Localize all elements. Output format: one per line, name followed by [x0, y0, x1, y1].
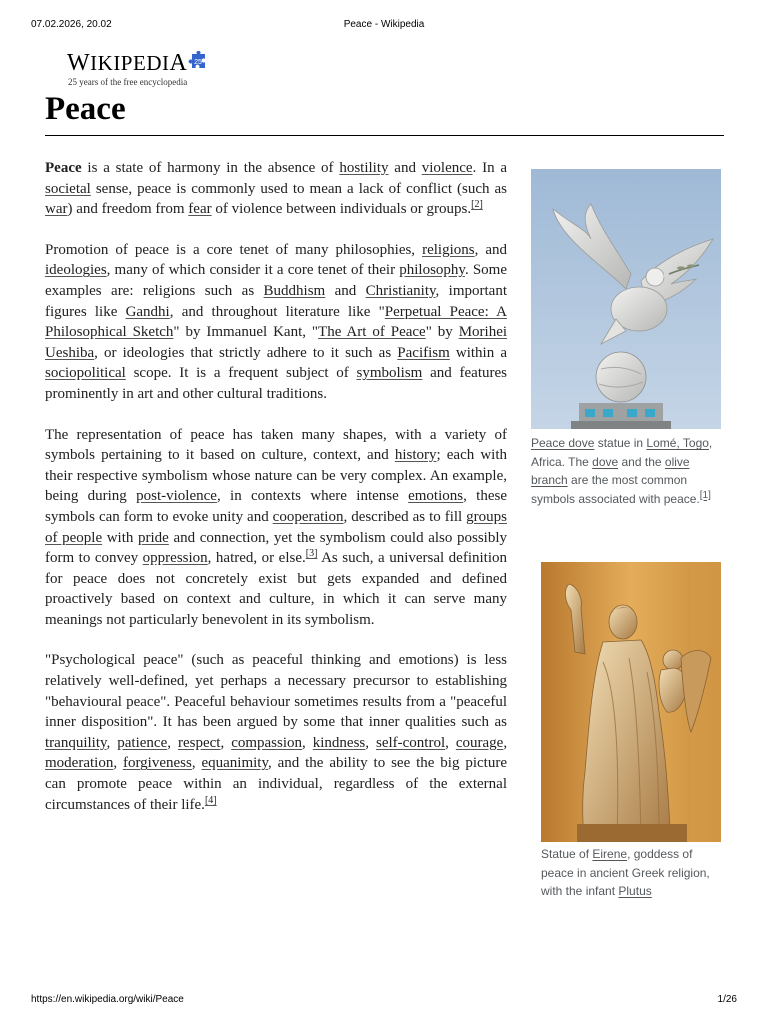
- caption-link-eirene[interactable]: Eirene: [592, 847, 628, 861]
- reference-4[interactable]: [4]: [204, 794, 217, 806]
- peace-dove-illustration: [531, 169, 721, 429]
- link-societal[interactable]: societal: [45, 180, 91, 197]
- link-oppression[interactable]: oppression: [142, 550, 208, 567]
- link-the-art-of-peace[interactable]: The Art of Peace: [318, 324, 426, 341]
- link-morihei-ueshiba[interactable]: Morihei Ueshiba: [45, 324, 508, 361]
- link-ideologies[interactable]: ideologies: [45, 262, 107, 279]
- paragraph-4: "Psychological peace" (such as peaceful thinking and emotions) is less relatively well-defined, yet perhaps a necessary precursor to establishing "behavioural peace". Peaceful behaviour sometimes results from a "peaceful inner disposition". It has been argued by some that inner qualities such as tranquility, patience, respect, compassion, kindness, self-control, courage, moderation, forgiveness, equanimity, and the ability to see the big picture can promote peace within an individual, regardless of the external circumstances of their life.[4]: [45, 652, 508, 813]
- link-philosophy[interactable]: philosophy: [399, 262, 465, 279]
- link-religions[interactable]: religions: [422, 241, 475, 258]
- link-forgiveness[interactable]: forgiveness: [122, 755, 192, 772]
- caption-peace-dove: Peace dove statue in Lomé, Togo, Africa. The dove and the olive branch are the most common symbols associated with peace.[1]: [531, 436, 713, 506]
- peace-dove-image[interactable]: [531, 169, 721, 429]
- link-post-violence[interactable]: post-violence: [136, 488, 217, 505]
- page-title: Peace: [45, 91, 126, 127]
- link-war[interactable]: war: [45, 201, 68, 218]
- print-url: https://en.wikipedia.org/wiki/Peace: [31, 994, 184, 1005]
- caption-link-peace-dove[interactable]: Peace dove: [531, 436, 595, 450]
- link-christianity[interactable]: Christianity: [365, 282, 436, 299]
- reference-2[interactable]: [2]: [471, 199, 483, 211]
- link-self-control[interactable]: self-control: [375, 734, 446, 751]
- link-compassion[interactable]: compassion: [231, 734, 303, 751]
- svg-text:25: 25: [194, 59, 203, 66]
- link-patience[interactable]: patience: [117, 734, 168, 751]
- reference-3[interactable]: [3]: [305, 548, 318, 560]
- caption-link-plutus[interactable]: Plutus: [618, 884, 652, 898]
- link-respect[interactable]: respect: [177, 734, 221, 751]
- eirene-statue-image[interactable]: [541, 562, 721, 842]
- link-kindness[interactable]: kindness: [312, 734, 366, 751]
- figure-eirene-statue: [541, 562, 721, 901]
- article-body: [45, 158, 507, 835]
- link-history[interactable]: history: [394, 447, 437, 464]
- link-pacifism[interactable]: Pacifism: [397, 344, 450, 361]
- link-emotions[interactable]: emotions: [408, 488, 464, 505]
- link-moderation[interactable]: moderation: [45, 755, 114, 772]
- wikipedia-logo[interactable]: [67, 50, 208, 87]
- link-symbolism[interactable]: symbolism: [356, 365, 423, 382]
- link-sociopolitical[interactable]: sociopolitical: [45, 365, 126, 382]
- link-pride[interactable]: pride: [138, 529, 169, 546]
- wikipedia-25-puzzle-icon: [188, 51, 208, 71]
- caption-eirene-statue: Statue of Eirene, goddess of peace in ancient Greek religion, with the infant Plutus: [541, 847, 710, 898]
- logo-wordmark: WIKIPEDIA: [67, 50, 188, 76]
- print-page-number: 1/26: [717, 994, 737, 1005]
- link-gandhi[interactable]: Gandhi: [125, 303, 170, 320]
- link-tranquility[interactable]: tranquility: [45, 734, 107, 751]
- link-hostility[interactable]: hostility: [339, 160, 389, 176]
- link-fear[interactable]: fear: [188, 201, 212, 218]
- caption-link-dove[interactable]: dove: [592, 454, 619, 469]
- caption-reference-1[interactable]: [1]: [699, 489, 711, 501]
- link-perpetual-peace[interactable]: Perpetual Peace: A Philosophical Sketch: [45, 303, 507, 341]
- caption-link-olive-branch[interactable]: olive branch: [531, 454, 690, 487]
- paragraph-2: Promotion of peace is a core tenet of many philosophies, religions, and ideologies, many of which consider it a core tenet of their philosophy. Some examples are: religions such as Buddhism and Christianity, important figures like Gandhi, and throughout literature like "Perpetual Peace: A Philosophical Sketch" by Immanuel Kant, "The Art of Peace" by Morihei Ueshiba, or ideologies that strictly adhere to it such as Pacifism within a sociopolitical scope. It is a frequent subject of symbolism and features prominently in art and other cultural traditions.: [45, 241, 508, 402]
- print-page-title: Peace - Wikipedia: [343, 19, 425, 30]
- lead-term: Peace: [45, 160, 82, 176]
- link-equanimity[interactable]: equanimity: [201, 755, 268, 772]
- caption-link-lome-togo[interactable]: Lomé, Togo: [646, 436, 709, 450]
- paragraph-1: Peace is a state of harmony in the absence of hostility and violence. In a societal sense, peace is commonly used to mean a lack of conflict (such as war) and freedom from fear of violence between individuals or groups.[2]: [45, 160, 508, 218]
- link-groups-of-people[interactable]: groups of people: [45, 508, 507, 546]
- link-courage[interactable]: courage: [455, 734, 504, 751]
- link-buddhism[interactable]: Buddhism: [263, 282, 326, 299]
- print-datetime: 07.02.2026, 20.02: [31, 19, 112, 30]
- link-violence[interactable]: violence: [421, 160, 473, 176]
- logo-tagline: 25 years of the free encyclopedia: [68, 77, 188, 87]
- eirene-statue-illustration: [541, 562, 721, 842]
- paragraph-3: The representation of peace has taken many shapes, with a variety of symbols pertaining to it based on culture, context, and history; each with their respective symbolism whose nature can be very complex. An example, being during post-violence, in contexts where intense emotions, these symbols can form to evoke unity and cooperation, described as to fill groups of people with pride and connection, yet the symbolism could also possibly form to convey oppression, hatred, or else.[3] As such, a universal definition for peace does not concretely exist but gets expanded and defined proactively based on context and culture, in which it can serve many meanings not particularly benevolent in its symbolism.: [45, 426, 508, 628]
- figure-peace-dove: [531, 169, 721, 508]
- title-divider: [45, 135, 724, 136]
- link-cooperation[interactable]: cooperation: [272, 508, 344, 525]
